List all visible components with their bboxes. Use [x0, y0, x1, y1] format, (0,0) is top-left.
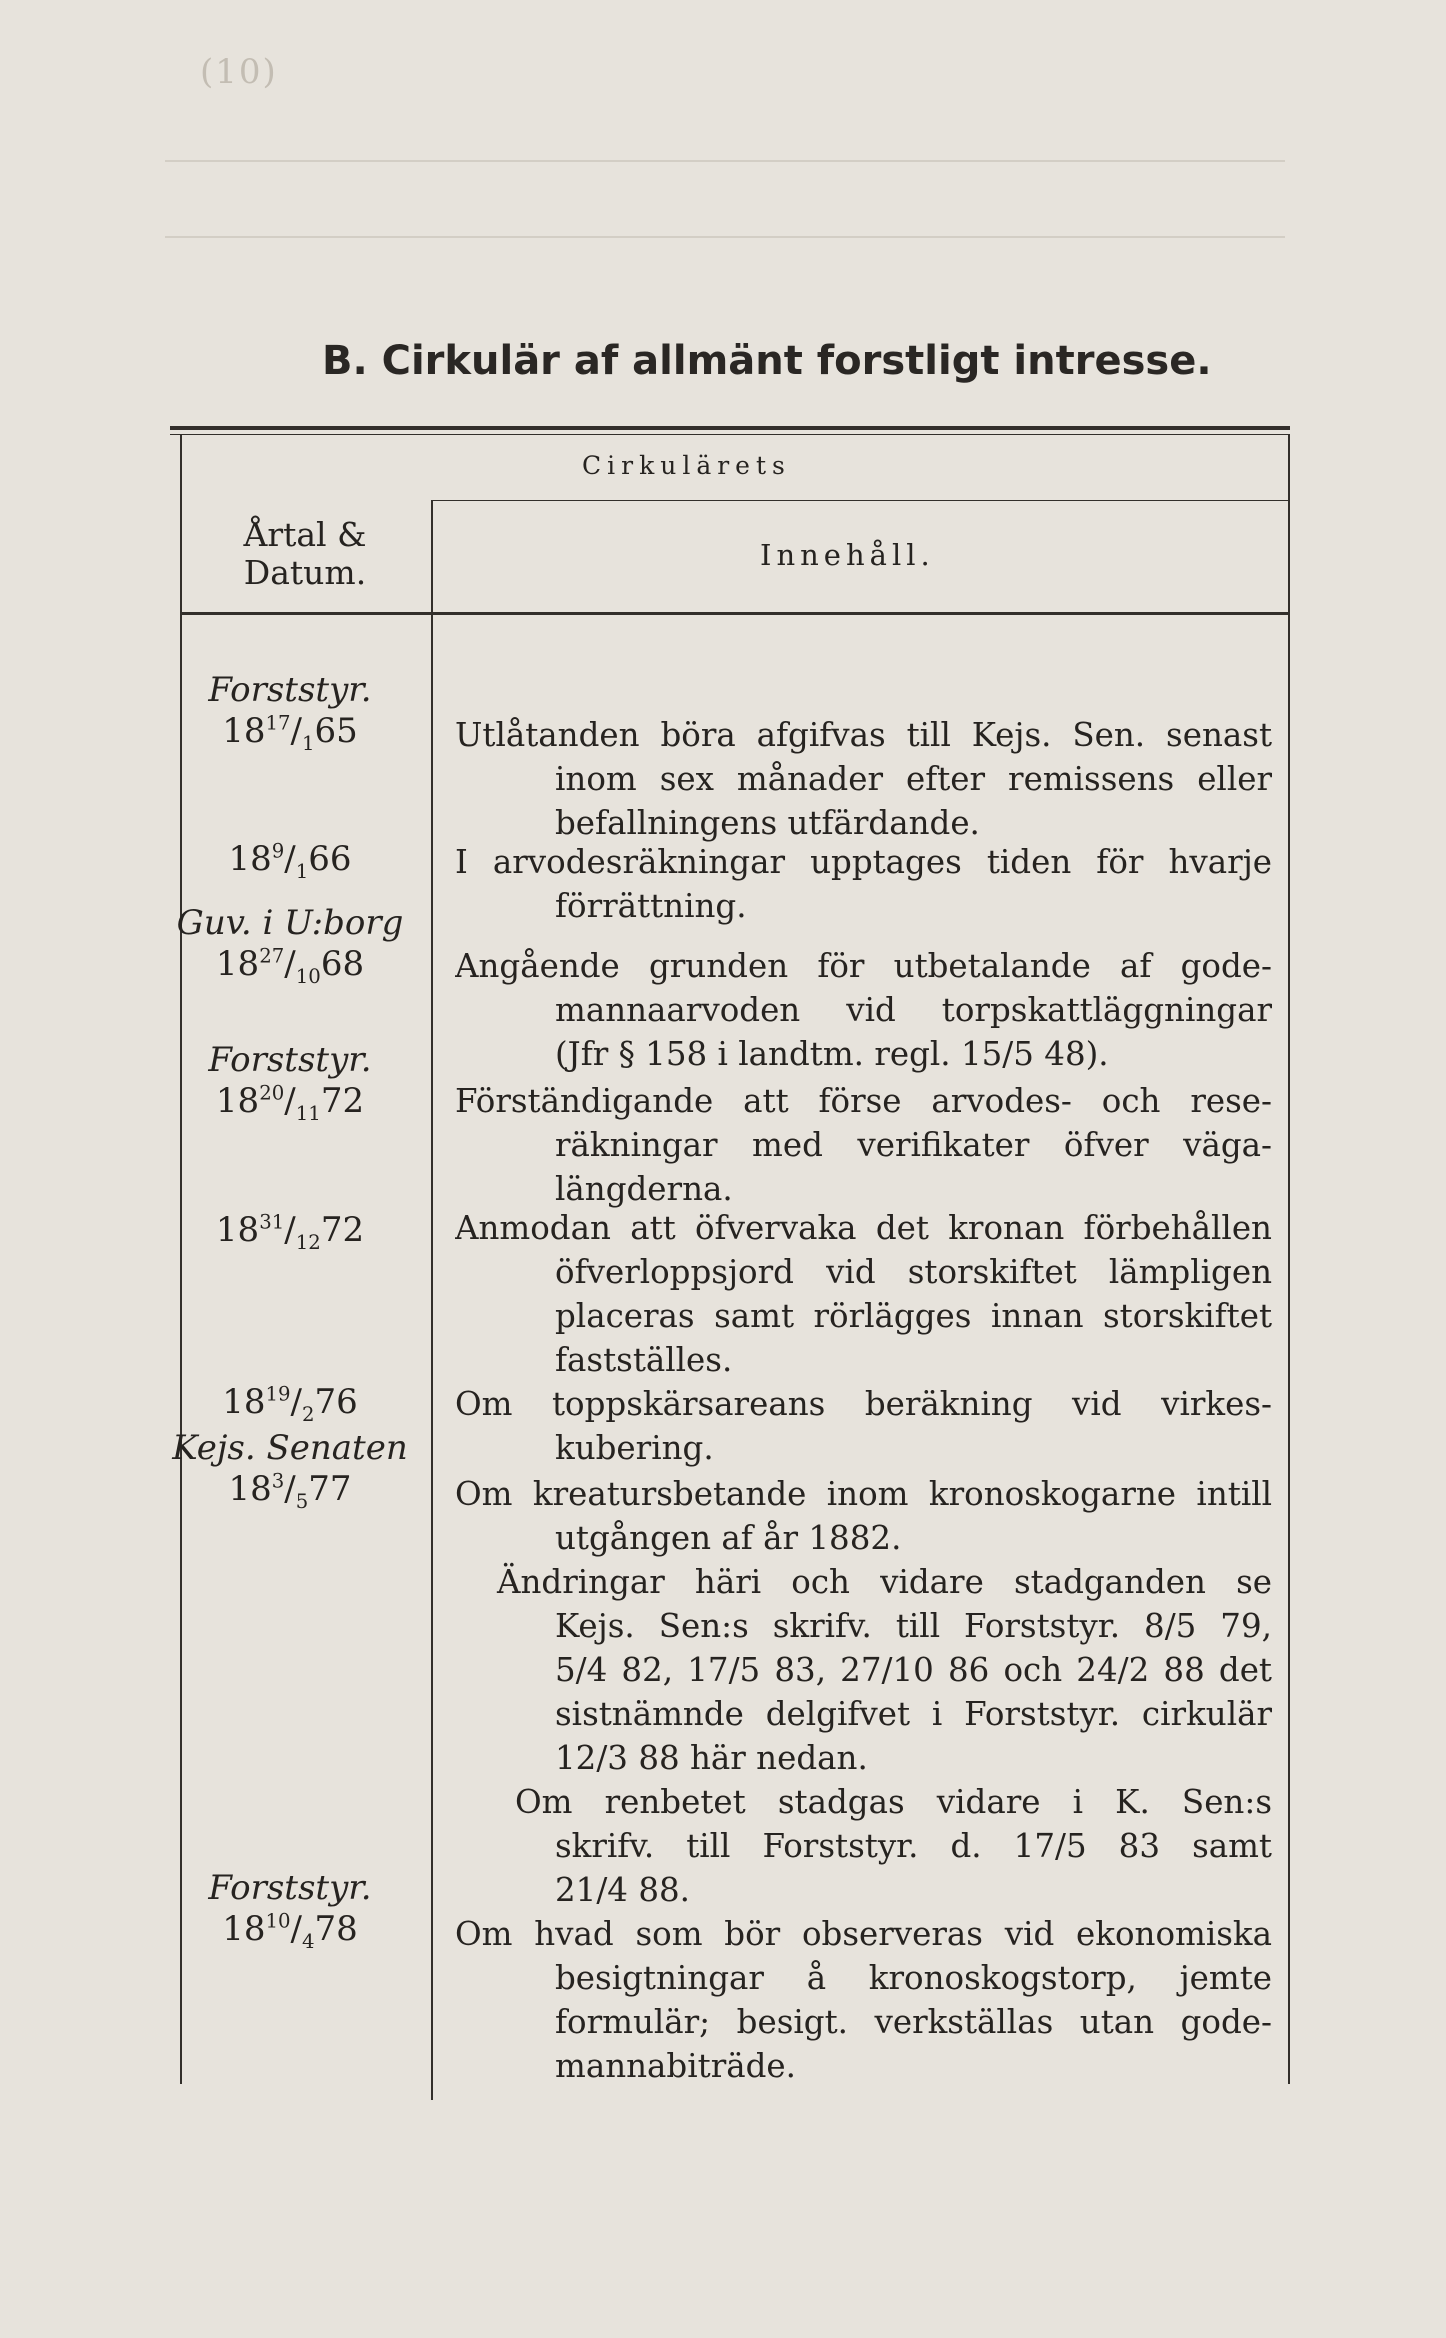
issuer-label: Forststyr.: [208, 670, 372, 710]
column-header-year-date: [170, 516, 440, 592]
content-line: Anmodan att öfvervaka det kronan förbehållen: [455, 1209, 1272, 1247]
table-top-rule-thin: [170, 434, 1290, 435]
content-line: Kejs. Sen:s skrifv. till Forststyr. 8/5 79,: [555, 1607, 1272, 1645]
content-line: förrättning.: [555, 887, 747, 925]
content-line: skrifv. till Forststyr. d. 17/5 83 samt: [555, 1827, 1272, 1865]
content-line: 21/4 88.: [555, 1871, 690, 1909]
content-line: Angående grunden för utbetalande af gode-: [455, 947, 1272, 985]
content-line: 12/3 88 här nedan.: [555, 1739, 868, 1777]
content-line: längderna.: [555, 1170, 733, 1208]
date-value: $18^{19}/_276$: [222, 1382, 358, 1426]
entry-date: [140, 1040, 440, 1125]
circular-content: [455, 1912, 1272, 2088]
content-line: räkningar med verifikater öfver väga-: [555, 1126, 1272, 1164]
circular-content: [455, 1472, 1272, 1912]
section-title: B. Cirkulär af allmänt forstligt intresse.: [322, 338, 1212, 384]
column-header-year-line2: Datum.: [243, 552, 367, 592]
date-value: $18^{17}/_165$: [222, 710, 358, 755]
content-line: besigtningar å kronoskogstorp, jemte: [555, 1959, 1272, 1997]
column-header-circular: Cirkulärets: [582, 451, 791, 480]
content-line: 5/4 82, 17/5 83, 27/10 86 och 24/2 88 det: [555, 1651, 1272, 1689]
content-line: Förständigande att förse arvodes- och rese-: [455, 1082, 1272, 1120]
content-line: inom sex månader efter remissens eller: [555, 760, 1272, 798]
content-line: utgången af år 1882.: [555, 1519, 902, 1557]
content-line: mannabiträde.: [555, 2047, 796, 2085]
column-header-year-line1: Årtal &: [243, 515, 367, 554]
date-value: $18^{10}/_478$: [222, 1908, 358, 1953]
entry-date: [140, 670, 440, 755]
content-line: placeras samt rörlägges innan storskiftet: [555, 1297, 1272, 1335]
date-value: $18^3/_577$: [228, 1468, 352, 1513]
table-top-rule: [170, 426, 1290, 430]
issuer-label: Forststyr.: [208, 1040, 372, 1080]
page-number: (10): [200, 52, 278, 92]
circular-content: [455, 944, 1272, 1076]
content-line: (Jfr § 158 i landtm. regl. 15/5 48).: [555, 1035, 1109, 1073]
content-line: I arvodesräkningar upptages tiden för hvarje: [455, 843, 1272, 881]
content-line: kubering.: [555, 1429, 714, 1467]
content-line: sistnämnde delgifvet i Forststyr. cirkulär: [555, 1695, 1272, 1733]
content-line: mannaarvoden vid torpskattläggningar: [555, 991, 1272, 1029]
circular-content: [455, 1079, 1272, 1211]
header-bottom-rule: [182, 612, 1290, 615]
content-line: Utlåtanden böra afgifvas till Kejs. Sen. senast: [455, 716, 1272, 754]
entry-date: [140, 1382, 440, 1426]
date-value: $18^9/_166$: [228, 839, 352, 883]
entry-date: [140, 1428, 440, 1513]
content-line: befallningens utfärdande.: [555, 804, 980, 842]
issuer-label: Kejs. Senaten: [172, 1428, 408, 1468]
entry-date: [140, 1210, 440, 1254]
entry-date: [140, 839, 440, 883]
entry-date: [140, 1868, 440, 1953]
content-line: Om kreatursbetande inom kronoskogarne intill: [455, 1475, 1272, 1513]
date-value: $18^{31}/_{12}72$: [215, 1210, 365, 1254]
entry-date: [140, 903, 440, 988]
content-line: Om hvad som bör observeras vid ekonomiska: [455, 1915, 1272, 1953]
date-value: $18^{27}/_{10}68$: [215, 943, 365, 988]
right-border: [1288, 434, 1290, 2084]
content-line: formulär; besigt. verkställas utan gode-: [555, 2003, 1272, 2041]
content-line: öfverloppsjord vid storskiftet lämpligen: [555, 1253, 1272, 1291]
content-line: Om renbetet stadgas vidare i K. Sen:s: [515, 1783, 1272, 1821]
circular-content: [455, 713, 1272, 845]
column-header-content: Innehåll.: [760, 538, 935, 572]
content-line: Om toppskärsareans beräkning vid virkes-: [455, 1385, 1272, 1423]
faded-rule: [165, 236, 1285, 238]
date-value: $18^{20}/_{11}72$: [215, 1080, 365, 1125]
issuer-label: Forststyr.: [208, 1868, 372, 1908]
circular-content: [455, 840, 1272, 928]
circular-content: [455, 1382, 1272, 1470]
content-line: fastställes.: [555, 1341, 733, 1379]
content-line: Ändringar häri och vidare stadganden se: [497, 1563, 1272, 1601]
issuer-label: Guv. i U:borg: [176, 903, 404, 943]
faded-rule: [165, 160, 1285, 162]
circular-content: [455, 1206, 1272, 1382]
header-inner-rule: [432, 500, 1290, 501]
